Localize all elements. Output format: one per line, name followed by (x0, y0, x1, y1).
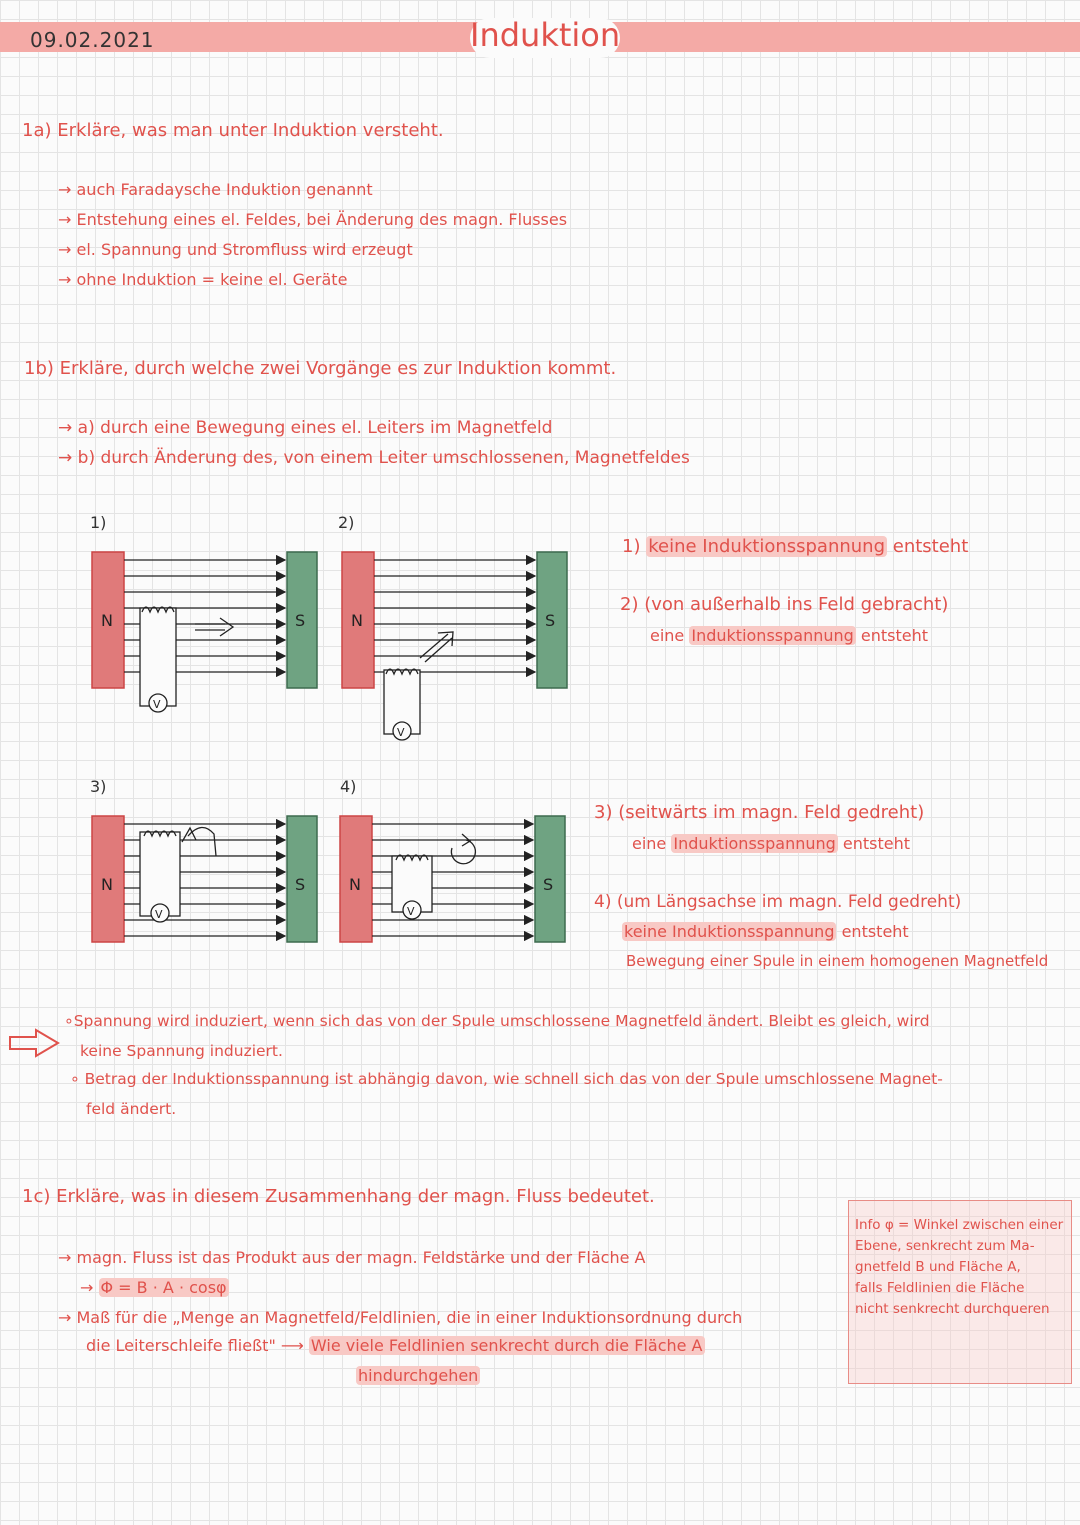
south-label: S (295, 875, 306, 894)
info-box (848, 1200, 1072, 1384)
question-1c (22, 1186, 655, 1207)
summary-line: ∘Spannung wird induziert, wenn sich das von der Spule umschlossene Magnetfeld ändert. Bleibt es gleich, wird (64, 1012, 930, 1030)
note-1: 1) keine Induktionsspannung entsteht (622, 536, 969, 557)
note-4-line-2: keine Induktionsspannung entsteht (624, 922, 909, 941)
info-line: nicht senkrecht durchqueren (855, 1301, 1050, 1317)
south-label: S (543, 875, 554, 894)
diagram-label-3: 3) (90, 777, 107, 796)
voltmeter-label: V (155, 908, 163, 921)
summary-line: keine Spannung induziert. (80, 1042, 283, 1060)
rotation-arrow-icon (182, 827, 216, 856)
question-1b-text: Erkläre, durch welche zwei Vorgänge es zur Induktion kommt. (59, 358, 617, 379)
north-label: N (351, 611, 363, 630)
north-label: N (101, 611, 113, 630)
question-1a (22, 120, 444, 141)
note-2-line-1: 2) (von außerhalb ins Feld gebracht) (620, 594, 949, 615)
answer-1c-formula: → Φ = B · A · cosφ (80, 1278, 227, 1297)
voltmeter-label: V (407, 905, 415, 918)
diagram-3 (92, 816, 317, 942)
diagram-label-4: 4) (340, 777, 357, 796)
south-label: S (545, 611, 556, 630)
north-label: N (349, 875, 361, 894)
answer-1c-line: → Maß für die „Menge an Magnetfeld/Feldlinien, die in einer Induktionsordnung durch (58, 1308, 743, 1327)
answer-1b-line: → a) durch eine Bewegung eines el. Leiters im Magnetfeld (58, 418, 553, 438)
question-1a-label: 1a) (22, 120, 52, 141)
info-line: falls Feldlinien die Fläche (855, 1280, 1025, 1296)
coil (140, 607, 176, 712)
field-lines (374, 560, 535, 672)
south-label: S (295, 611, 306, 630)
question-1c-label: 1c) (22, 1186, 51, 1207)
note-3-line-2: eine Induktionsspannung entsteht (632, 834, 911, 853)
induction-diagrams (0, 500, 600, 970)
arrow-right-icon (8, 1028, 68, 1058)
date: 09.02.2021 (30, 28, 155, 52)
answer-1b-line: → b) durch Änderung des, von einem Leiter umschlossenen, Magnetfeldes (58, 448, 690, 468)
diagram-2 (342, 552, 567, 740)
info-line: gnetfeld B und Fläche A, (855, 1259, 1021, 1275)
note-2-line-2: eine Induktionsspannung entsteht (650, 626, 929, 645)
diagram-4 (340, 816, 565, 942)
voltmeter-label: V (397, 726, 405, 739)
north-label: N (101, 875, 113, 894)
summary-line: feld ändert. (86, 1100, 177, 1118)
answer-1a-line: → ohne Induktion = keine el. Geräte (58, 270, 348, 289)
rotation-arrow-icon (451, 834, 475, 864)
question-1a-text: Erkläre, was man unter Induktion versteht. (57, 120, 444, 141)
voltmeter-label: V (153, 698, 161, 711)
answer-1c-line: → magn. Fluss ist das Produkt aus der magn. Feldstärke und der Fläche A (58, 1248, 646, 1267)
note-3-line-1: 3) (seitwärts im magn. Feld gedreht) (594, 802, 925, 823)
diagram-label-2: 2) (338, 513, 355, 532)
page-title: Induktion (470, 16, 621, 54)
answer-1c-line: die Leiterschleife fließt" ⟶ Wie viele Feldlinien senkrecht durch die Fläche A (86, 1336, 703, 1355)
note-4-line-3: Bewegung einer Spule in einem homogenen Magnetfeld (626, 952, 1049, 970)
summary-line: ∘ Betrag der Induktionsspannung ist abhängig davon, wie schnell sich das von der Spule umschlossene Magnet- (70, 1070, 943, 1088)
question-1b-label: 1b) (24, 358, 54, 379)
answer-1a-line: → Entstehung eines el. Feldes, bei Änderung des magn. Flusses (58, 210, 568, 229)
question-1c-text: Erkläre, was in diesem Zusammenhang der magn. Fluss bedeutet. (56, 1186, 655, 1207)
diagram-1 (92, 552, 317, 712)
question-1b (24, 358, 616, 379)
note-4-line-1: 4) (um Längsachse im magn. Feld gedreht) (594, 892, 962, 912)
motion-arrow-icon (420, 632, 453, 662)
info-line: Info φ = Winkel zwischen einer (855, 1217, 1064, 1233)
answer-1c-line: hindurchgehen (358, 1366, 479, 1385)
motion-arrow-icon (195, 618, 233, 636)
diagram-label-1: 1) (90, 513, 107, 532)
answer-1a-line: → el. Spannung und Stromfluss wird erzeugt (58, 240, 413, 259)
answer-1a-line: → auch Faradaysche Induktion genannt (58, 180, 373, 199)
info-line: Ebene, senkrecht zum Ma- (855, 1238, 1035, 1254)
